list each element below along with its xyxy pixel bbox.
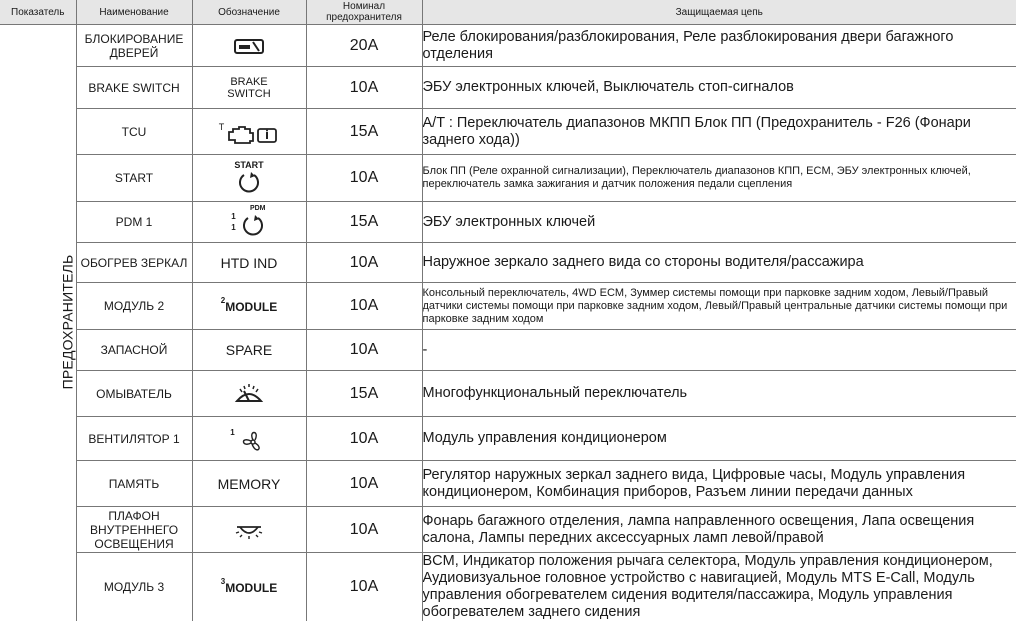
- fuse-name: ОБОГРЕВ ЗЕРКАЛ: [76, 243, 192, 283]
- table-row: [0, 109, 1016, 155]
- table-row: [0, 67, 1016, 109]
- indicator-label: ПРЕДОХРАНИТЕЛЬ: [59, 254, 76, 390]
- fuse-rating: 10A: [306, 330, 422, 371]
- fuse-name: START: [76, 155, 192, 202]
- fuse-target: Консольный переключатель, 4WD ECM, Зуммер системы помощи при парковке задним ходом, Левый/Правый датчики системы помощи при парковке задним ходом, Левый/Правый центральные датчики системы помощи при парковке задним ходом: [422, 283, 1016, 330]
- fuse-rating: 15A: [306, 371, 422, 417]
- fuse-rating: 10A: [306, 67, 422, 109]
- fuse-target: Многофункциональный переключатель: [422, 371, 1016, 417]
- fan-icon: [238, 428, 268, 456]
- header-target: Защищаемая цепь: [422, 0, 1016, 25]
- table-row: [0, 243, 1016, 283]
- table-row: [0, 202, 1016, 243]
- fuse-symbol-text: PDM: [249, 205, 266, 212]
- fuse-name: ПАМЯТЬ: [76, 461, 192, 507]
- fuse-name: ПЛАФОН ВНУТРЕННЕГО ОСВЕЩЕНИЯ: [76, 507, 192, 553]
- fuse-symbol-text: BRAKE SWITCH: [227, 75, 271, 100]
- fuse-symbol: [192, 283, 306, 330]
- header-indicator: Показатель: [0, 0, 76, 25]
- fuse-target: ЭБУ электронных ключей: [422, 202, 1016, 243]
- fuse-rating: 10A: [306, 417, 422, 461]
- fuse-target: Фонарь багажного отделения, лампа направленного освещения, Лапа освещения салона, Лампы передних аксессуарных ламп левой/правой: [422, 507, 1016, 553]
- fuse-name: PDM 1: [76, 202, 192, 243]
- fuse-symbol-sup: 3: [220, 577, 226, 586]
- fuse-target: Модуль управления кондиционером: [422, 417, 1016, 461]
- fuse-name: TCU: [76, 109, 192, 155]
- fuse-symbol-text: MODULE: [225, 581, 278, 595]
- door-lock-icon: [232, 36, 266, 56]
- fuse-rating: 20A: [306, 25, 422, 67]
- table-row: [0, 417, 1016, 461]
- fuse-symbol: [192, 25, 306, 67]
- fuse-symbol-digit: 1: [231, 223, 236, 232]
- fuse-rating: 10A: [306, 461, 422, 507]
- table-row: [0, 330, 1016, 371]
- fuse-symbol: [192, 202, 306, 243]
- engine-transmission-icon: [227, 122, 279, 146]
- fuse-symbol: [192, 67, 306, 109]
- washer-icon: [234, 381, 264, 407]
- room-lamp-icon: [234, 519, 264, 541]
- fuse-rating: 10A: [306, 283, 422, 330]
- fuse-rating: 10A: [306, 243, 422, 283]
- fuse-name: ОМЫВАТЕЛЬ: [76, 371, 192, 417]
- fuse-target: Блок ПП (Реле охранной сигнализации), Переключатель диапазонов КПП, ECM, ЭБУ электронных ключей, переключатель замка зажигания и датчик положения педали сцепления: [422, 155, 1016, 202]
- fuse-name: БЛОКИРОВАНИЕ ДВЕРЕЙ: [76, 25, 192, 67]
- fuse-symbol: [192, 507, 306, 553]
- header-symbol: Обозначение: [192, 0, 306, 25]
- fuse-symbol-digit: 1: [231, 212, 236, 221]
- fuse-rating: 10A: [306, 553, 422, 622]
- fuse-symbol: SPARE: [192, 330, 306, 371]
- fuse-name: МОДУЛЬ 2: [76, 283, 192, 330]
- fuse-target: A/T : Переключатель диапазонов МКПП Блок ПП (Предохранитель - F26 (Фонари заднего хода)): [422, 109, 1016, 155]
- fuse-symbol-sup: 2: [220, 296, 226, 305]
- start-arrow-icon: [235, 170, 263, 196]
- fuse-symbol: [192, 371, 306, 417]
- fuse-target: BCM, Индикатор положения рычага селектора, Модуль управления кондиционером, Аудиовизуальное головное устройство с навигацией, Модуль MTS E-Call, Модуль управления обогревателем сидения водителя/пассажира, Модуль управления обогревателем заднего сидения: [422, 553, 1016, 622]
- fuse-symbol-text: T: [218, 122, 225, 132]
- fuse-symbol-text: START: [234, 160, 264, 170]
- fuse-target: -: [422, 330, 1016, 371]
- fuse-symbol: [192, 155, 306, 202]
- fuse-symbol: MEMORY: [192, 461, 306, 507]
- fuse-rating: 15A: [306, 202, 422, 243]
- header-rating: Номинал предохранителя: [306, 0, 422, 25]
- table-row: [0, 155, 1016, 202]
- table-row: [0, 461, 1016, 507]
- table-row: [0, 507, 1016, 553]
- fuse-rating: 10A: [306, 507, 422, 553]
- fuse-rating: 15A: [306, 109, 422, 155]
- fuse-symbol: [192, 109, 306, 155]
- fuse-symbol: HTD IND: [192, 243, 306, 283]
- table-row: [0, 553, 1016, 622]
- fuse-target: Наружное зеркало заднего вида со стороны водителя/рассажира: [422, 243, 1016, 283]
- table-row: [0, 25, 1016, 67]
- fuse-target: Реле блокирования/разблокирования, Реле разблокирования двери багажного отделения: [422, 25, 1016, 67]
- header-row: [0, 0, 1016, 25]
- fuse-symbol: [192, 417, 306, 461]
- indicator-cell: [0, 25, 76, 622]
- fuse-symbol: [192, 553, 306, 622]
- fuse-name: МОДУЛЬ 3: [76, 553, 192, 622]
- fuse-name: BRAKE SWITCH: [76, 67, 192, 109]
- fuse-target: Регулятор наружных зеркал заднего вида, Цифровые часы, Модуль управления кондиционером, Комбинация приборов, Разъем линии передачи данных: [422, 461, 1016, 507]
- table-row: [0, 283, 1016, 330]
- fuse-symbol-text: MODULE: [225, 300, 278, 314]
- fuse-name: ВЕНТИЛЯТОР 1: [76, 417, 192, 461]
- pdm-arrow-icon: [239, 213, 267, 239]
- fuse-symbol-sup: 1: [230, 427, 235, 437]
- table-row: [0, 371, 1016, 417]
- fuse-target: ЭБУ электронных ключей, Выключатель стоп-сигналов: [422, 67, 1016, 109]
- header-name: Наименование: [76, 0, 192, 25]
- fuse-name: ЗАПАСНОЙ: [76, 330, 192, 371]
- fuse-rating: 10A: [306, 155, 422, 202]
